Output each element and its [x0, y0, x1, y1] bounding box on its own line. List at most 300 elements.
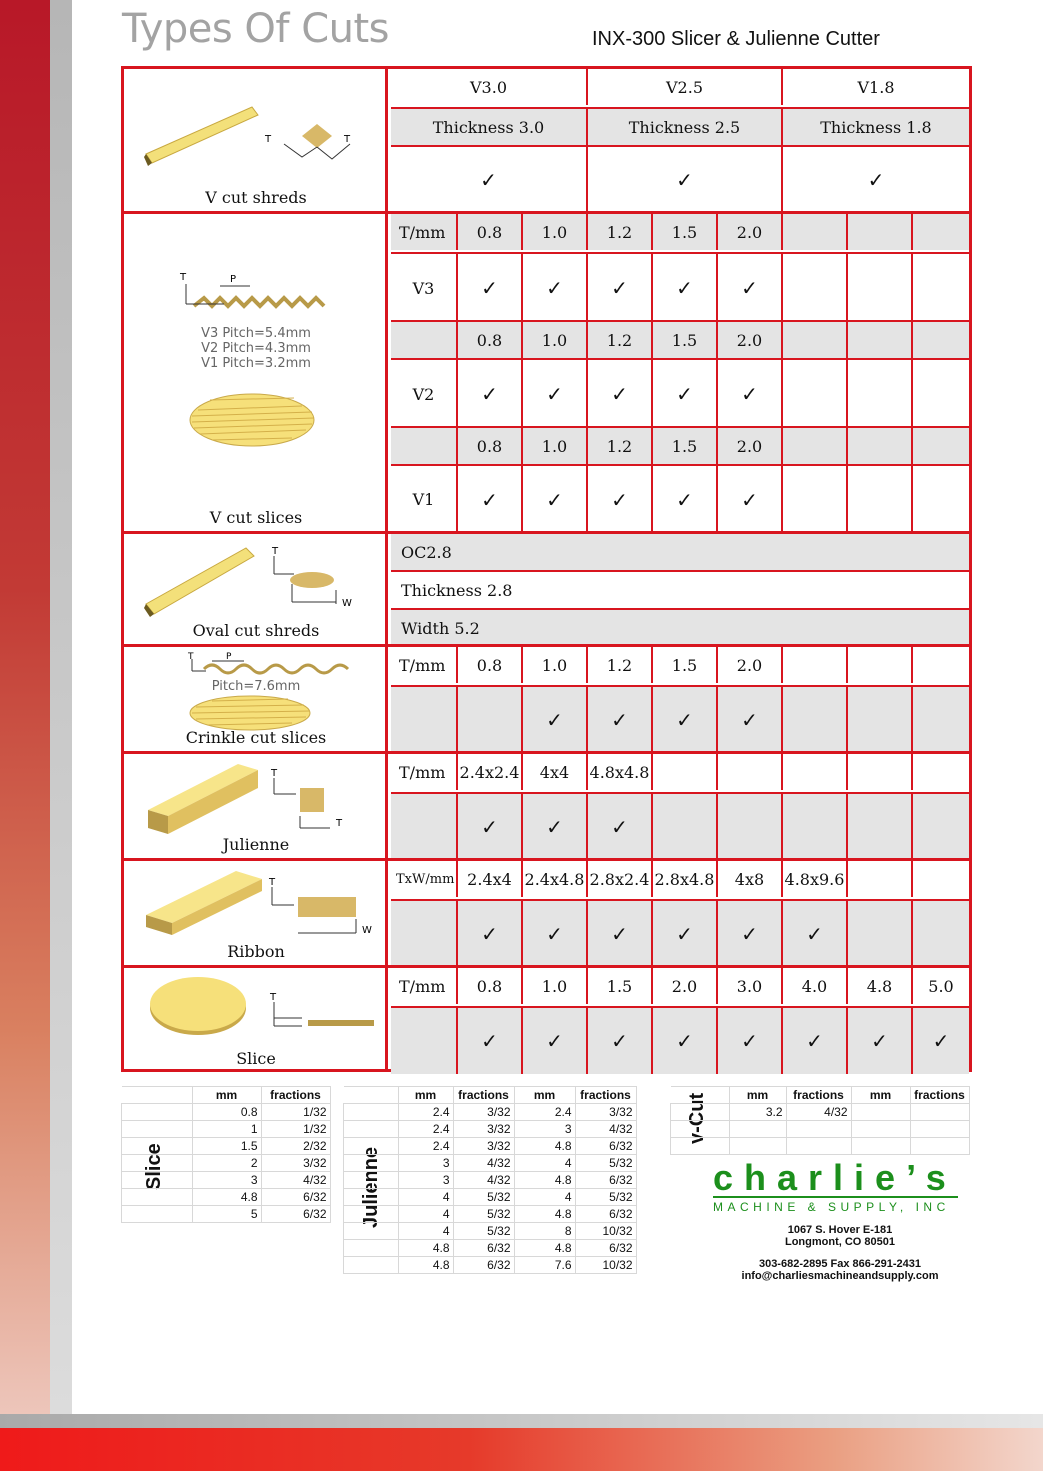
- value-cell: 2.0: [716, 647, 781, 683]
- company-email[interactable]: info@charliesmachineandsupply.com: [741, 1270, 939, 1282]
- empty-cell: [716, 754, 781, 790]
- section-slice: [124, 965, 969, 1072]
- check-mark: ✓: [586, 794, 651, 860]
- value-cell: 4x8: [716, 861, 781, 897]
- slice-illustration: [124, 968, 388, 1072]
- ribbon-illustration: [124, 861, 388, 965]
- address-line-1: 1067 S. Hover E-181: [787, 1224, 893, 1236]
- empty-cell: [911, 360, 969, 428]
- check-row: [391, 899, 969, 967]
- check-mark: ✓: [521, 794, 586, 860]
- empty-cell: [846, 647, 911, 683]
- value-cell: 2.0: [716, 322, 781, 358]
- mm-cell: 4.8: [514, 1240, 575, 1257]
- fraction-cell: 10/32: [575, 1223, 636, 1240]
- empty-cell: [846, 214, 911, 250]
- check-mark: ✓: [456, 360, 521, 428]
- v-slices-grid: [391, 214, 969, 531]
- model-v18: V1.8: [781, 69, 969, 105]
- check-mark: ✓: [521, 1008, 586, 1074]
- value-cell: 1.2: [586, 214, 651, 250]
- company-contact: [700, 1258, 980, 1282]
- check-mark: ✓: [651, 901, 716, 967]
- check-mark: ✓: [651, 1008, 716, 1074]
- col-fractions: fractions: [786, 1087, 851, 1104]
- fraction-cell: 3/32: [261, 1155, 330, 1172]
- fraction-cell: 1/32: [261, 1104, 330, 1121]
- value-cell: 2.0: [716, 214, 781, 250]
- value-cell: 0.8: [456, 428, 521, 464]
- check-mark: ✓: [456, 466, 521, 533]
- vcut-table-label: v-Cut: [686, 1092, 708, 1144]
- pitch-list: [124, 326, 388, 371]
- value-cell: 2.8x2.4: [586, 861, 651, 897]
- table-row: [671, 1138, 970, 1155]
- check-mark: ✓: [651, 466, 716, 533]
- empty-cell: [911, 754, 969, 790]
- left-gray-bar: [50, 0, 72, 1420]
- fraction-cell: 6/32: [575, 1206, 636, 1223]
- check-mark: ✓: [521, 687, 586, 753]
- slice-caption: Slice: [236, 1049, 276, 1068]
- empty-cell: [391, 322, 456, 358]
- value-cell: 1.5: [651, 322, 716, 358]
- header-row: [391, 647, 969, 683]
- empty-cell: [781, 322, 846, 358]
- julienne-grid: [391, 754, 969, 858]
- empty-cell: [911, 901, 969, 967]
- slice-table-label: Slice: [143, 1143, 165, 1190]
- header-row: [391, 426, 969, 464]
- pitch-v3: V3 Pitch=5.4mm: [201, 326, 311, 341]
- value-cell: 0.8: [456, 214, 521, 250]
- fraction-cell: 4/32: [575, 1121, 636, 1138]
- table-row: [344, 1155, 637, 1172]
- oval-shred-icon: [124, 534, 388, 624]
- crinkle-illustration: [124, 647, 388, 751]
- tmm-label: T/mm: [399, 222, 446, 242]
- pitch-v1: V1 Pitch=3.2mm: [201, 356, 311, 371]
- fraction-cell: 5/32: [453, 1189, 514, 1206]
- bottom-gray-band: [0, 1414, 1043, 1428]
- check-row: [391, 1006, 969, 1074]
- mm-cell: 2: [192, 1155, 261, 1172]
- julienne-table-label: Julienne: [360, 1146, 382, 1228]
- thickness-18: Thickness 1.8: [781, 109, 969, 145]
- fraction-cell: 2/32: [261, 1138, 330, 1155]
- col-mm: mm: [398, 1087, 453, 1104]
- mm-cell: 1: [192, 1121, 261, 1138]
- value-cell: 0.8: [456, 968, 521, 1004]
- empty-cell: [911, 322, 969, 358]
- mm-cell: 4: [398, 1206, 453, 1223]
- row-label: V2: [412, 384, 435, 404]
- company-logo: [713, 1157, 958, 1214]
- mm-cell: 8: [514, 1223, 575, 1240]
- row-v1: [391, 464, 969, 533]
- check-mark: ✓: [911, 1008, 969, 1074]
- table-row: [344, 1138, 637, 1155]
- empty-cell: [716, 794, 781, 860]
- check-mark: ✓: [716, 466, 781, 533]
- empty-cell: [911, 794, 969, 860]
- table-row: [122, 1104, 331, 1121]
- fraction-cell: 6/32: [575, 1138, 636, 1155]
- oval-width-row: [391, 608, 969, 646]
- oval-model-row: [391, 534, 969, 570]
- v-shreds-caption: V cut shreds: [205, 188, 307, 207]
- svg-text:T: T: [344, 134, 351, 145]
- julienne-caption: Julienne: [222, 835, 290, 854]
- page-title: Types Of Cuts: [122, 6, 390, 52]
- check-mark: ✓: [716, 901, 781, 967]
- tmm-label: T/mm: [399, 762, 446, 782]
- fraction-cell: 6/32: [453, 1257, 514, 1274]
- value-cell: 1.2: [586, 322, 651, 358]
- check-mark: ✓: [781, 1008, 846, 1074]
- section-v-cut-shreds: [124, 69, 969, 211]
- empty-cell: [911, 254, 969, 322]
- value-cell: 1.0: [521, 322, 586, 358]
- crinkle-caption: Crinkle cut slices: [185, 728, 327, 747]
- check-mark: ✓: [586, 466, 651, 533]
- col-fractions: fractions: [575, 1087, 636, 1104]
- header-row: [391, 320, 969, 358]
- mm-cell: 4.8: [514, 1138, 575, 1155]
- empty-cell: [846, 861, 911, 897]
- t-label: T: [180, 272, 187, 283]
- value-cell: 1.0: [521, 968, 586, 1004]
- oval-thickness-row: [391, 570, 969, 608]
- empty-cell: [846, 687, 911, 753]
- check-mark: ✓: [521, 360, 586, 428]
- mm-cell: 4: [398, 1223, 453, 1240]
- mm-cell: 3.2: [729, 1104, 786, 1121]
- empty-cell: [391, 687, 456, 753]
- table-row: [344, 1257, 637, 1274]
- mm-cell: 3: [192, 1172, 261, 1189]
- empty-cell: [456, 687, 521, 753]
- v-slices-illustration: [124, 214, 388, 531]
- w-label: W: [342, 598, 352, 609]
- mm-cell: 4: [514, 1155, 575, 1172]
- table-row: [344, 1121, 637, 1138]
- table-row: [344, 1206, 637, 1223]
- mm-cell: 5: [192, 1206, 261, 1223]
- value-cell: 1.0: [521, 647, 586, 683]
- fraction-cell: 5/32: [453, 1206, 514, 1223]
- fraction-cell: 4/32: [786, 1104, 851, 1121]
- julienne-illustration: [124, 754, 388, 858]
- fraction-cell: 10/32: [575, 1257, 636, 1274]
- slice-grid: [391, 968, 969, 1072]
- fraction-cell: 6/32: [575, 1172, 636, 1189]
- header-row: [391, 214, 969, 250]
- crinkle-slice-icon: [124, 693, 388, 733]
- mm-cell: 2.4: [514, 1104, 575, 1121]
- empty-cell: [911, 647, 969, 683]
- table-row: [344, 1223, 637, 1240]
- fraction-cell: 6/32: [261, 1206, 330, 1223]
- table-row: [122, 1172, 331, 1189]
- value-cell: 2.4x4: [456, 861, 521, 897]
- crinkled-slice-icon: [124, 386, 388, 456]
- round-slice-icon: [124, 968, 388, 1054]
- p-label: P: [230, 274, 237, 285]
- value-cell: 4.8x4.8: [586, 754, 651, 790]
- oval-thickness: Thickness 2.8: [401, 580, 513, 600]
- oval-width: Width 5.2: [401, 618, 480, 638]
- fraction-cell: 4/32: [261, 1172, 330, 1189]
- thickness-30: Thickness 3.0: [432, 117, 545, 137]
- company-tagline: MACHINE & SUPPLY, INC: [713, 1196, 958, 1214]
- check-mark: ✓: [586, 254, 651, 322]
- check-row: [391, 792, 969, 860]
- cuts-table: [121, 66, 972, 1072]
- tmm-label: T/mm: [399, 976, 446, 996]
- fraction-cell: 6/32: [575, 1240, 636, 1257]
- check-mark: ✓: [716, 1008, 781, 1074]
- mm-cell: 4.8: [514, 1172, 575, 1189]
- header-row: [391, 754, 969, 790]
- fraction-cell: 3/32: [575, 1104, 636, 1121]
- company-address: [700, 1224, 980, 1248]
- mm-cell: 4: [514, 1189, 575, 1206]
- slice-conversion-table: [121, 1086, 331, 1223]
- table-row: [344, 1189, 637, 1206]
- value-cell: 1.2: [586, 647, 651, 683]
- section-v-cut-slices: [124, 211, 969, 531]
- value-cell: 0.8: [456, 647, 521, 683]
- value-cell: 2.4x4.8: [521, 861, 586, 897]
- bottom-red-band: [0, 1428, 1043, 1471]
- check-mark: ✓: [586, 1008, 651, 1074]
- empty-cell: [391, 428, 456, 464]
- header-row: [391, 861, 969, 897]
- col-mm: mm: [192, 1087, 261, 1104]
- value-cell: 1.5: [586, 968, 651, 1004]
- col-fractions: fractions: [910, 1087, 969, 1104]
- svg-text:T: T: [188, 652, 194, 662]
- empty-cell: [651, 754, 716, 790]
- empty-cell: [781, 647, 846, 683]
- value-cell: 4.0: [781, 968, 846, 1004]
- table-row: [344, 1104, 637, 1121]
- fraction-cell: 1/32: [261, 1121, 330, 1138]
- row-v3: [391, 252, 969, 322]
- col-fractions: fractions: [261, 1087, 330, 1104]
- fraction-cell: 6/32: [261, 1189, 330, 1206]
- empty-cell: [846, 360, 911, 428]
- value-cell: 1.2: [586, 428, 651, 464]
- check-mark: ✓: [586, 687, 651, 753]
- mm-cell: [851, 1104, 910, 1121]
- check-row: [391, 685, 969, 753]
- table-row: [122, 1155, 331, 1172]
- fraction-cell: 3/32: [453, 1138, 514, 1155]
- mm-cell: 4.8: [398, 1240, 453, 1257]
- empty-cell: [781, 214, 846, 250]
- value-cell: 4x4: [521, 754, 586, 790]
- fraction-cell: 3/32: [453, 1121, 514, 1138]
- value-cell: 3.0: [716, 968, 781, 1004]
- oval-model: OC2.8: [401, 542, 452, 562]
- empty-cell: [391, 901, 456, 967]
- check-mark: ✓: [456, 254, 521, 322]
- empty-cell: [781, 360, 846, 428]
- empty-cell: [846, 322, 911, 358]
- check-mark: ✓: [480, 168, 497, 192]
- empty-cell: [846, 794, 911, 860]
- fraction-cell: [910, 1104, 969, 1121]
- empty-cell: [846, 901, 911, 967]
- tmm-label: T/mm: [399, 655, 446, 675]
- table-row: [122, 1138, 331, 1155]
- ribbon-strip-icon: [124, 861, 388, 947]
- table-row: [344, 1172, 637, 1189]
- svg-text:T: T: [265, 134, 272, 145]
- table-row: [122, 1189, 331, 1206]
- empty-cell: [781, 428, 846, 464]
- svg-text:P: P: [226, 652, 232, 662]
- thickness-25: Thickness 2.5: [586, 109, 781, 145]
- col-mm: mm: [729, 1087, 786, 1104]
- check-mark: ✓: [456, 1008, 521, 1074]
- value-cell: 2.4x2.4: [456, 754, 521, 790]
- check-mark: ✓: [651, 687, 716, 753]
- empty-cell: [911, 466, 969, 533]
- ribbon-caption: Ribbon: [227, 942, 285, 961]
- svg-text:W: W: [362, 925, 372, 936]
- check-mark: ✓: [846, 1008, 911, 1074]
- mm-cell: 2.4: [398, 1104, 453, 1121]
- empty-cell: [781, 687, 846, 753]
- check-mark: ✓: [456, 901, 521, 967]
- check-row: [391, 145, 969, 213]
- row-v2: [391, 358, 969, 428]
- thickness-row: [391, 107, 969, 145]
- fraction-cell: 4/32: [453, 1172, 514, 1189]
- empty-cell: [651, 794, 716, 860]
- table-row: [671, 1104, 970, 1121]
- mm-cell: 4.8: [514, 1206, 575, 1223]
- section-julienne: [124, 751, 969, 858]
- check-mark: ✓: [521, 901, 586, 967]
- check-mark: ✓: [521, 254, 586, 322]
- empty-cell: [781, 254, 846, 322]
- value-cell: 1.0: [521, 214, 586, 250]
- section-crinkle-cut-slices: [124, 644, 969, 751]
- oval-caption: Oval cut shreds: [192, 621, 320, 640]
- mm-cell: 3: [398, 1155, 453, 1172]
- crinkle-grid: [391, 647, 969, 751]
- julienne-stick-icon: [124, 754, 388, 840]
- address-line-2: Longmont, CO 80501: [784, 1236, 896, 1248]
- fraction-cell: 5/32: [453, 1223, 514, 1240]
- fraction-cell: 3/32: [453, 1104, 514, 1121]
- svg-text:T: T: [336, 818, 343, 829]
- crinkle-pitch: Pitch=7.6mm: [211, 679, 301, 694]
- section-ribbon: [124, 858, 969, 965]
- model-v25: V2.5: [586, 69, 781, 105]
- value-cell: 1.0: [521, 428, 586, 464]
- check-mark: ✓: [586, 901, 651, 967]
- value-cell: 1.5: [651, 428, 716, 464]
- svg-text:T: T: [270, 992, 277, 1003]
- page-subtitle: INX-300 Slicer & Julienne Cutter: [592, 28, 880, 50]
- mm-cell: 4: [398, 1189, 453, 1206]
- vcut-conversion-table: [670, 1086, 970, 1155]
- left-red-bar: [0, 0, 50, 1471]
- value-cell: 5.0: [911, 968, 969, 1004]
- model-v30: V3.0: [470, 77, 507, 97]
- empty-cell: [911, 428, 969, 464]
- table-row: [122, 1206, 331, 1223]
- section-oval-cut-shreds: [124, 531, 969, 644]
- value-cell: 1.5: [651, 214, 716, 250]
- check-mark: ✓: [651, 254, 716, 322]
- empty-cell: [846, 428, 911, 464]
- fraction-cell: 5/32: [575, 1155, 636, 1172]
- empty-cell: [391, 1008, 456, 1074]
- check-mark: ✓: [521, 466, 586, 533]
- model-row: [391, 69, 969, 105]
- check-mark: ✓: [781, 901, 846, 967]
- v-slices-caption: V cut slices: [209, 508, 303, 527]
- oval-grid: [391, 534, 969, 644]
- value-cell: 2.0: [716, 428, 781, 464]
- check-mark: ✓: [651, 360, 716, 428]
- v-shreds-grid: [391, 69, 969, 211]
- empty-cell: [846, 754, 911, 790]
- value-cell: 4.8: [846, 968, 911, 1004]
- mm-cell: 3: [398, 1172, 453, 1189]
- row-label: V3: [412, 278, 435, 298]
- col-mm: mm: [851, 1087, 910, 1104]
- v-shred-icon: [124, 69, 388, 189]
- check-mark: ✓: [586, 147, 781, 213]
- check-mark: ✓: [586, 360, 651, 428]
- oval-illustration: [124, 534, 388, 644]
- mm-cell: 1.5: [192, 1138, 261, 1155]
- check-mark: ✓: [456, 794, 521, 860]
- empty-cell: [781, 466, 846, 533]
- table-row: [122, 1121, 331, 1138]
- mm-cell: 2.4: [398, 1121, 453, 1138]
- mm-cell: 2.4: [398, 1138, 453, 1155]
- mm-cell: 7.6: [514, 1257, 575, 1274]
- mm-cell: 0.8: [192, 1104, 261, 1121]
- empty-cell: [781, 754, 846, 790]
- value-cell: 1.5: [651, 647, 716, 683]
- check-mark: ✓: [716, 254, 781, 322]
- table-row: [671, 1121, 970, 1138]
- crinkle-wave-icon: [124, 647, 388, 683]
- company-name: charlie’s: [713, 1157, 957, 1198]
- fraction-cell: 6/32: [453, 1240, 514, 1257]
- header-row: [391, 968, 969, 1004]
- empty-cell: [911, 687, 969, 753]
- svg-text:T: T: [269, 877, 276, 888]
- julienne-conversion-table: [343, 1086, 637, 1274]
- empty-cell: [846, 466, 911, 533]
- pitch-v2: V2 Pitch=4.3mm: [201, 341, 311, 356]
- v-shreds-illustration: [124, 69, 388, 211]
- empty-cell: [781, 794, 846, 860]
- company-phone: 303-682-2895 Fax 866-291-2431: [758, 1258, 922, 1270]
- fraction-cell: 5/32: [575, 1189, 636, 1206]
- t-label: T: [272, 546, 279, 557]
